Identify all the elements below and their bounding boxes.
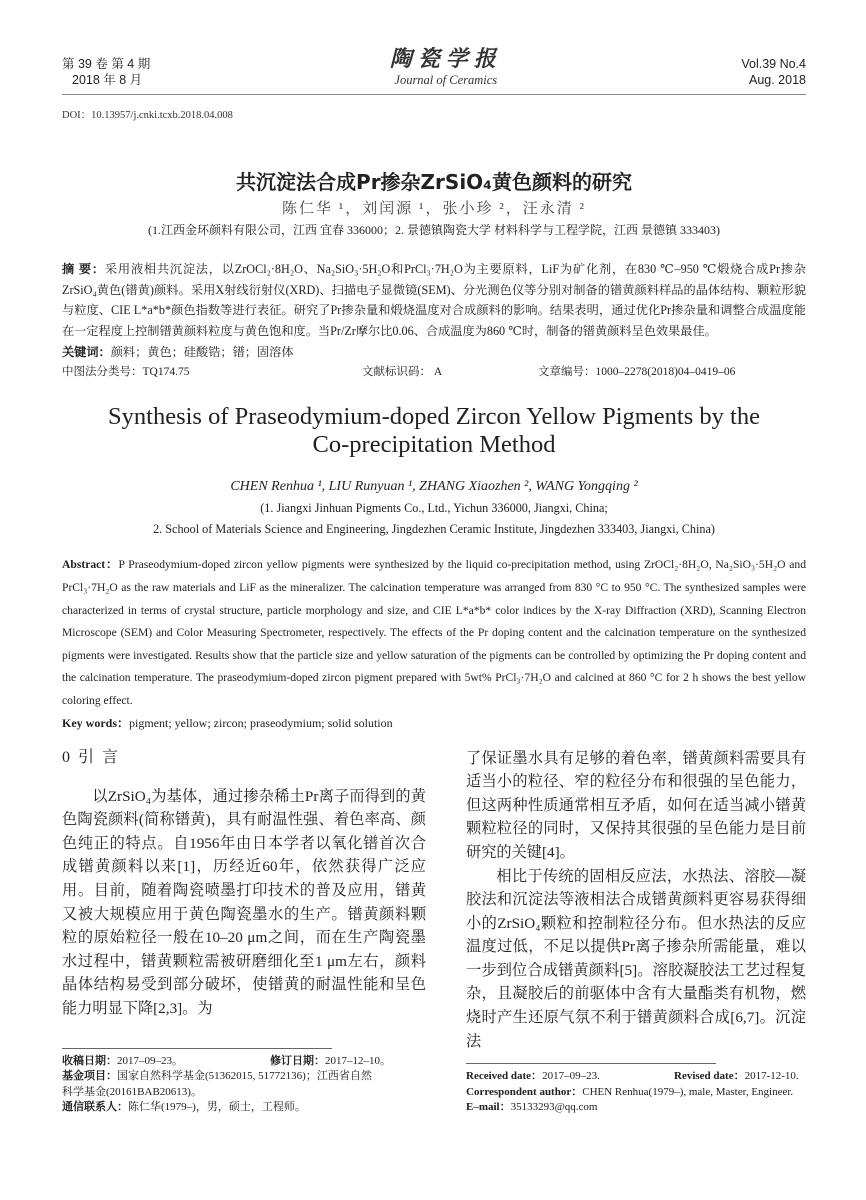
- footnotes-cn: [62, 1054, 426, 1116]
- doi: DOI：10.13957/j.cnki.tcxb.2018.04.008: [62, 110, 233, 121]
- revised-date: 2017–12–10。: [325, 1054, 391, 1067]
- revised-label: 修订日期：: [270, 1054, 325, 1067]
- footnote-divider-right: [466, 1063, 716, 1064]
- document-code: 文献标识码： A: [362, 366, 443, 379]
- fund-text-cont: 科学基金(20161BAB20613)。: [62, 1085, 202, 1098]
- body-column-right: [466, 747, 806, 1054]
- en-abstract-text: P Praseodymium-doped zircon yellow pigments were synthesized by the liquid co-precipitation method, using ZrOCl₂·8H₂O, Na₂SiO₃·5H₂O and PrCl₃·7H₂O as the raw materials and LiF as the mineralizer. The calcination temperature was arranged from 830 °C to 950 °C. The synthesized samples were characterized in terms of crystal structure, particle morphology and size, and CIE L*a*b* color indices by the X-ray Diffraction (XRD), Scanning Electron Microscope (SEM) and Color Measuring Spectrometer, respectively. The effects of the Pr doping content and the calcination temperature on the synthesized pigments were investigated. Results show that the particle size and yellow saturation of the pigments can be controlled by optimizing the Pr doping content and the calcination temperature. The praseodymium-doped zircon pigment prepared with 5wt% PrCl₃·7H₂O and calcined at 860 °C for 2 h shows the best yellow coloring effect.: [62, 558, 806, 707]
- received-date: 2017–09–23。: [117, 1054, 183, 1067]
- journal-name-en: Journal of Ceramics: [394, 73, 498, 87]
- footnotes-en-block: [466, 1053, 806, 1115]
- left-column: [62, 747, 426, 1116]
- received-label-en: Received date：: [466, 1070, 543, 1083]
- en-affiliation-1: (1. Jiangxi Jinhuan Pigments Co., Ltd., Yichun 336000, Jiangxi, China;: [260, 501, 608, 516]
- volume-en: Vol.39 No.4: [741, 57, 806, 71]
- author-text-en: CHEN Renhua(1979–), male, Master, Engineer.: [582, 1085, 794, 1098]
- footnotes-en: [466, 1069, 806, 1115]
- journal-issue-cn: [62, 46, 150, 88]
- author-label-en: Correspondent author：: [466, 1085, 583, 1098]
- journal-issue-en: [741, 46, 806, 88]
- section-heading-introduction: 0 引 言: [62, 748, 121, 766]
- classification-row: [62, 364, 806, 381]
- received-label: 收稿日期：: [62, 1054, 117, 1067]
- en-authors: CHEN Renhua ¹, LIU Runyuan ¹, ZHANG Xiaozhen ², WANG Yongqing ²: [230, 479, 638, 495]
- journal-logo: 陶瓷学报: [389, 46, 502, 71]
- body-paragraph: 以ZrSiO₄为基体，通过掺杂稀土Pr离子而得到的黄色陶瓷颜料(简称镨黄)，具有耐温性强、着色率高、颜色纯正的特点。自1956年由日本学者以氧化镨首次合成镨黄颜料以来[1]，历经近60年，依然获得广泛应用。目前，随着陶瓷喷墨打印技术的普及应用，镨黄又被大规模应用于黄色陶瓷墨水的生产。镨黄颜料颗粒的原始粒径一般在10–20 μm之间，而在生产陶瓷墨水过程中，镨黄颗粒需被研磨细化至1 μm左右，颜料晶体结构易受到部分破坏，使镨黄的耐温性能和呈色能力明显下降[2,3]。为: [62, 787, 426, 1017]
- right-column: [466, 747, 806, 1116]
- en-abstract-label: Abstract：: [62, 558, 119, 572]
- article-number: 文章编号：1000–2278(2018)04–0419–06: [538, 366, 736, 379]
- email-text[interactable]: 35133293@qq.com: [510, 1101, 598, 1114]
- body-columns: [62, 747, 806, 1116]
- cn-keywords: [62, 343, 806, 362]
- en-keywords-label: Key words：: [62, 715, 129, 730]
- cn-abstract-text: 采用液相共沉淀法，以ZrOCl₂·8H₂O、Na₂SiO₃·5H₂O和PrCl₃·7H₂O为主要原料，LiF为矿化剂，在830 ℃–950 ℃煅烧合成Pr掺杂ZrSiO₄黄色(镨黄)颜料。采用X射线衍射仪(XRD)、扫描电子显微镜(SEM)、分光测色仪等分别对制备的镨黄颜料样品的晶体结构、颗粒形貌与粒度、CIE L*a*b*颜色指数等进行表征。研究了Pr掺杂量和煅烧温度对合成颜料的影响。结果表明，通过优化Pr掺杂量和调整合成温度能在一定程度上控制镨黄颜料粒度与黄色饱和度。当Pr/Zr摩尔比0.06、合成温度为860 ℃时，制备的镨黄颜料呈色效果最佳。: [62, 262, 806, 338]
- date-en: Aug. 2018: [748, 73, 806, 87]
- cn-affiliation: (1.江西金环颜料有限公司，江西 宜春 336000；2. 景德镇陶瓷大学 材料科学与工程学院，江西 景德镇 333403): [148, 223, 720, 237]
- revised-label-en: Revised date：: [674, 1070, 745, 1083]
- header-divider: [62, 94, 806, 95]
- fund-label: 基金项目：: [62, 1070, 117, 1083]
- volume-cn: 第 39 卷 第 4 期: [62, 57, 151, 71]
- body-paragraph: 相比于传统的固相反应法，水热法、溶胶—凝胶法和沉淀法等液相法合成镨黄颜料更容易获得细小的ZrSiO₄颗粒和控制粒径分布。但水热法的反应温度过低，不足以提供Pr离子掺杂所需能量，难以一步到位合成镨黄颜料[5]。溶胶凝胶法工艺过程复杂，且凝胶后的前驱体中含有大量酯类有机物，燃烧时产生还原气氛不利于镨黄颜料合成[6,7]。沉淀法: [466, 867, 806, 1050]
- cn-authors: 陈仁华 ¹，刘闰源 ¹，张小珍 ²，汪永清 ²: [282, 201, 586, 217]
- cn-abstract: [62, 259, 806, 341]
- revised-date-en: 2017-12-10.: [744, 1070, 799, 1083]
- fund-text: 国家自然科学基金(51362015, 51772136)；江西省自然: [117, 1070, 372, 1083]
- en-affiliation-2: 2. School of Materials Science and Engineering, Jingdezhen Ceramic Institute, Jingdezhen 333403, Jiangxi, China): [153, 522, 715, 537]
- footnote-divider-left: [62, 1048, 332, 1049]
- en-keywords-text: pigment; yellow; zircon; praseodymium; solid solution: [129, 715, 393, 730]
- journal-header: [62, 46, 806, 88]
- cn-keywords-label: 关键词：: [62, 345, 111, 360]
- contact-text: 陈仁华(1979–)，男，硕士，工程师。: [128, 1101, 306, 1114]
- en-title: Synthesis of Praseodymium-doped Zircon Yellow Pigments by the Co-precipitation Method: [108, 403, 760, 459]
- clc-number: 中图法分类号：TQ174.75: [62, 366, 190, 379]
- journal-masthead: [390, 46, 502, 88]
- body-paragraph: 了保证墨水具有足够的着色率，镨黄颜料需要具有适当小的粒径、窄的粒径分布和很强的呈色能力，但这两种性质通常相互矛盾，如何在适当减小镨黄颗粒粒径的同时，又保持其很强的呈色能力是目前研究的关键[4]。: [466, 749, 806, 861]
- cn-keywords-text: 颜料；黄色；硅酸锆；镨；固溶体: [110, 345, 294, 360]
- cn-title: 共沉淀法合成Pr掺杂ZrSiO₄黄色颜料的研究: [236, 170, 632, 194]
- en-abstract: [62, 554, 806, 712]
- date-cn: 2018 年 8 月: [72, 73, 143, 87]
- email-label: E–mail：: [466, 1101, 511, 1114]
- cn-abstract-label: 摘 要：: [62, 262, 105, 276]
- body-column-left: [62, 785, 426, 1021]
- received-date-en: 2017–09–23.: [542, 1070, 600, 1083]
- footnotes-cn-block: [62, 1038, 426, 1116]
- en-keywords: [62, 713, 806, 733]
- contact-label: 通信联系人：: [62, 1101, 128, 1114]
